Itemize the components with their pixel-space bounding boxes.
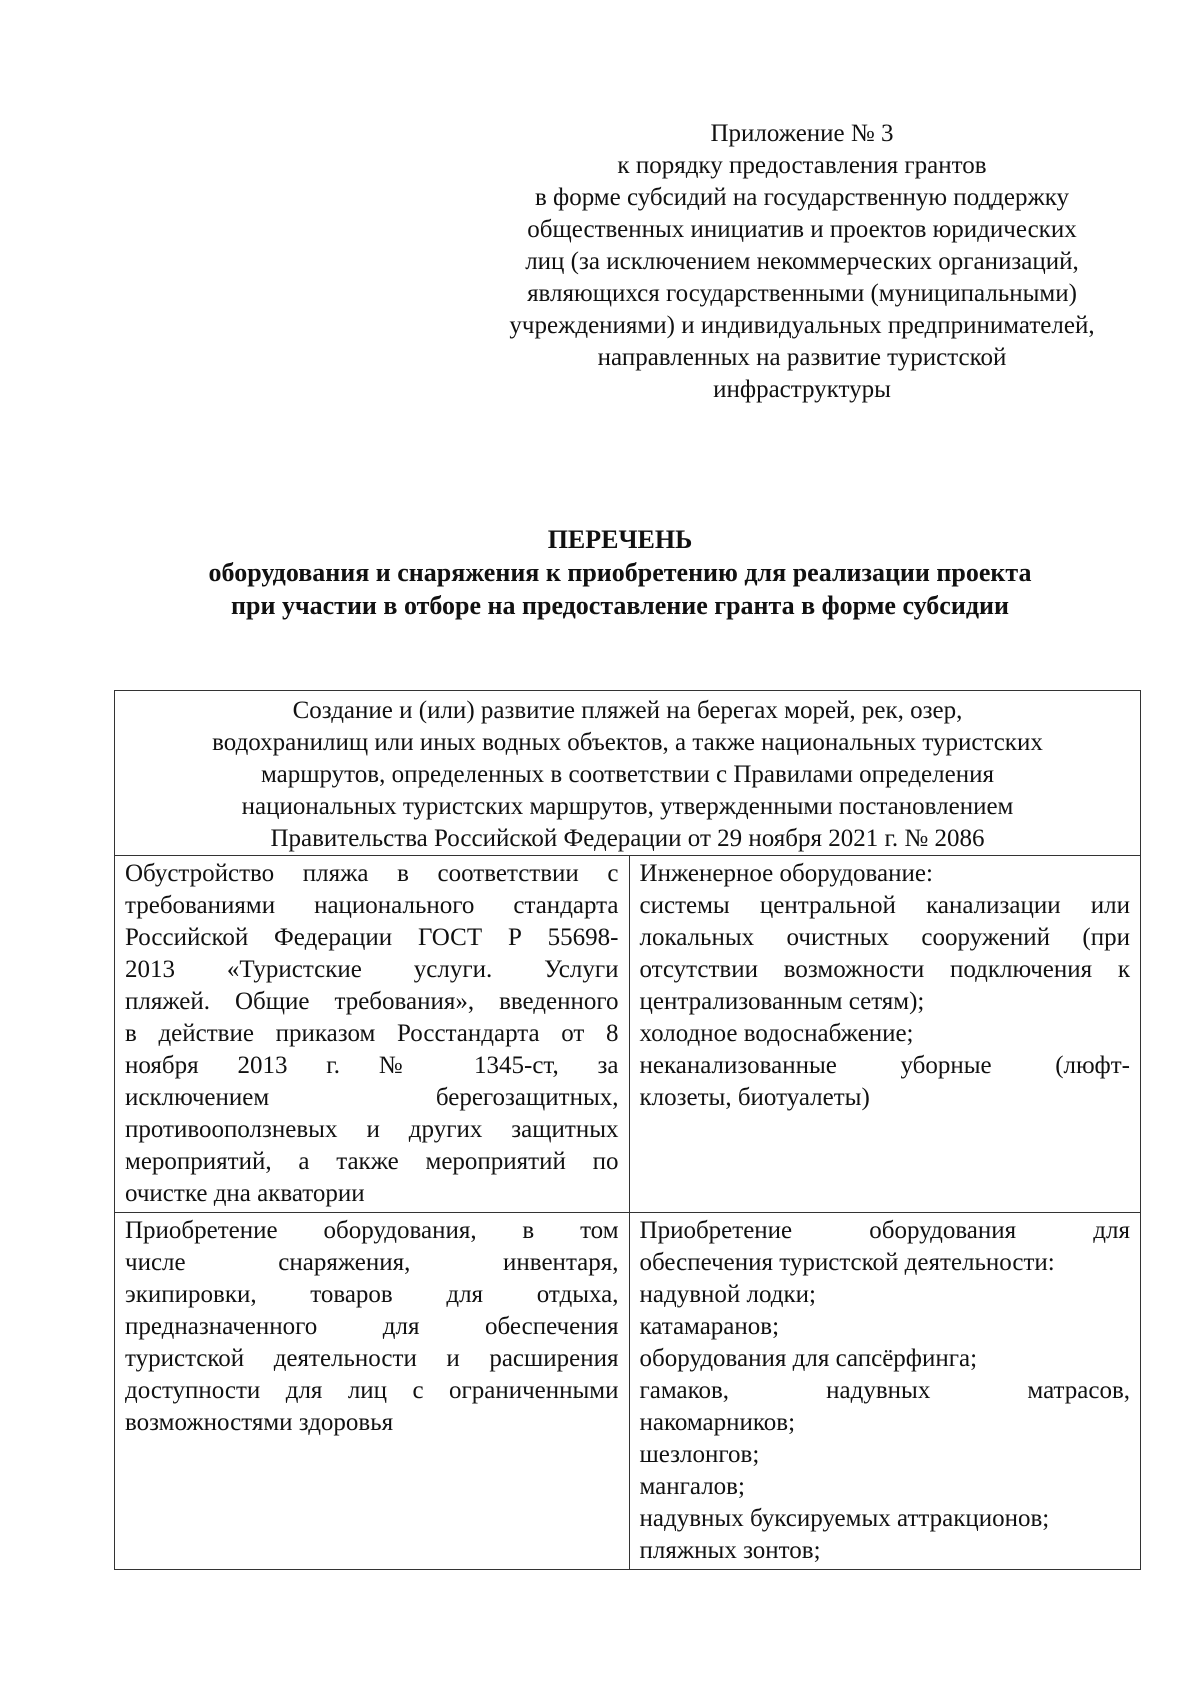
cell-line: числе снаряжения, инвентаря,	[125, 1249, 619, 1276]
cell-line: надувных буксируемых аттракционов;	[639, 1505, 1050, 1532]
cell-line: очистке дна акватории	[125, 1180, 365, 1207]
table-row	[115, 856, 1141, 1213]
title-heading: ПЕРЕЧЕНЬ	[547, 525, 693, 554]
appendix-line: лиц (за исключением некоммерческих организаций,	[525, 248, 1079, 275]
table-row	[115, 1213, 1141, 1570]
appendix-line: инфраструктуры	[713, 376, 891, 403]
cell-line: 2013 «Туристские услуги. Услуги	[125, 956, 619, 983]
document-title	[120, 523, 1120, 622]
table-cell-right	[629, 856, 1140, 1213]
cell-line: оборудования для сапсёрфинга;	[639, 1345, 978, 1372]
cell-line: экипировки, товаров для отдыха,	[125, 1281, 619, 1308]
appendix-line: к порядку предоставления грантов	[617, 152, 987, 179]
cell-line: мангалов;	[639, 1473, 745, 1500]
cell-line: гамаков, надувных матрасов,	[639, 1377, 1130, 1404]
cell-line: исключением берегозащитных,	[125, 1084, 619, 1111]
cell-line: ноября 2013 г. № 1345-ст, за	[125, 1052, 619, 1079]
appendix-line: являющихся государственными (муниципальными)	[527, 280, 1077, 307]
table-header-cell	[115, 691, 1141, 856]
cell-line: централизованным сетям);	[639, 988, 925, 1015]
cell-line: накомарников;	[639, 1409, 796, 1436]
header-line: Создание и (или) развитие пляжей на берегах морей, рек, озер,	[292, 697, 963, 724]
appendix-line: общественных инициатив и проектов юридических	[527, 216, 1077, 243]
header-line: водохранилищ или иных водных объектов, а также национальных туристских	[212, 729, 1043, 756]
cell-line: обеспечения туристской деятельности:	[639, 1249, 1055, 1276]
cell-line: пляжных зонтов;	[639, 1537, 821, 1564]
cell-line: Инженерное оборудование:	[639, 860, 933, 887]
equipment-table	[114, 690, 1141, 1570]
header-line: Правительства Российской Федерации от 29 ноября 2021 г. № 2086	[270, 825, 985, 852]
title-subtitle-line-1: оборудования и снаряжения к приобретению для реализации проекта	[208, 558, 1032, 587]
cell-line: Обустройство пляжа в соответствии с	[125, 860, 619, 887]
cell-line: надувной лодки;	[639, 1281, 816, 1308]
appendix-line: учреждениями) и индивидуальных предпринимателей,	[509, 312, 1095, 339]
appendix-line: в форме субсидий на государственную поддержку	[534, 184, 1070, 211]
title-subtitle-line-2: при участии в отборе на предоставление гранта в форме субсидии	[231, 591, 1009, 620]
cell-line: в действие приказом Росстандарта от 8	[125, 1020, 619, 1047]
table-header-row	[115, 691, 1141, 856]
appendix-line: Приложение № 3	[710, 120, 894, 147]
cell-line: Приобретение оборудования для	[639, 1217, 1130, 1244]
cell-line: Приобретение оборудования, в том	[125, 1217, 619, 1244]
cell-line: системы центральной канализации или	[639, 892, 1130, 919]
cell-line: клозеты, биотуалеты)	[639, 1084, 870, 1111]
cell-line: отсутствии возможности подключения к	[639, 956, 1130, 983]
appendix-reference	[472, 118, 1132, 406]
cell-line: холодное водоснабжение;	[639, 1020, 914, 1047]
table-cell-right	[629, 1213, 1140, 1570]
cell-line: требованиями национального стандарта	[125, 892, 619, 919]
table-cell-left	[115, 1213, 630, 1570]
cell-line: туристской деятельности и расширения	[125, 1345, 619, 1372]
cell-line: неканализованные уборные (люфт-	[639, 1052, 1130, 1079]
cell-line: локальных очистных сооружений (при	[639, 924, 1130, 951]
cell-line: противооползневых и других защитных	[125, 1116, 619, 1143]
cell-line: предназначенного для обеспечения	[125, 1313, 619, 1340]
header-line: маршрутов, определенных в соответствии с Правилами определения	[261, 761, 994, 788]
table-cell-left	[115, 856, 630, 1213]
appendix-line: направленных на развитие туристской	[597, 344, 1007, 371]
cell-line: мероприятий, а также мероприятий по	[125, 1148, 619, 1175]
cell-line: возможностями здоровья	[125, 1409, 394, 1436]
cell-line: Российской Федерации ГОСТ Р 55698-	[125, 924, 619, 951]
cell-line: катамаранов;	[639, 1313, 780, 1340]
cell-line: шезлонгов;	[639, 1441, 760, 1468]
cell-line: доступности для лиц с ограниченными	[125, 1377, 619, 1404]
cell-line: пляжей. Общие требования», введенного	[125, 988, 619, 1015]
header-line: национальных туристских маршрутов, утвержденными постановлением	[241, 793, 1014, 820]
